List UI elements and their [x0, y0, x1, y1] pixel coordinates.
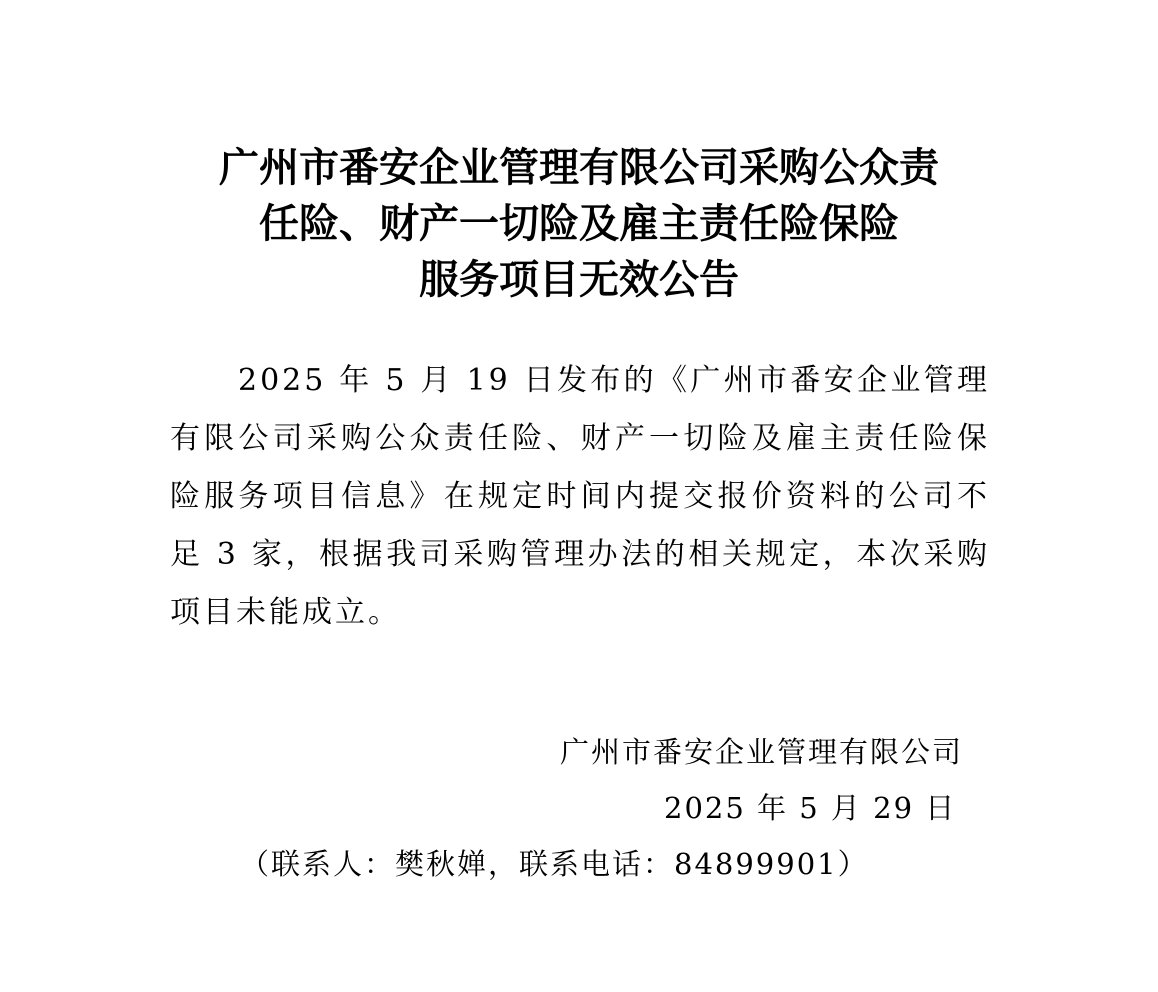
signature-date: 2025 年 5 月 29 日 [664, 791, 957, 825]
document-title [0, 140, 1158, 308]
title-line-2: 任险、财产一切险及雇主责任险保险 [259, 200, 899, 247]
title-line-3: 服务项目无效公告 [419, 256, 739, 303]
title-line-1: 广州市番安企业管理有限公司采购公众责 [219, 144, 939, 191]
signature-company: 广州市番安企业管理有限公司 [560, 735, 964, 769]
announcement-body: 2025 年 5 月 19 日发布的《广州市番安企业管理有限公司采购公众责任险、财产一切险及雇主责任险保险服务项目信息》在规定时间内提交报价资料的公司不足 3 家，根据我司采购管理办法的相关规定，本次采购项目未能成立。 [170, 363, 990, 630]
contact-info: （联系人：樊秋婵，联系电话：84899901） [240, 847, 869, 881]
